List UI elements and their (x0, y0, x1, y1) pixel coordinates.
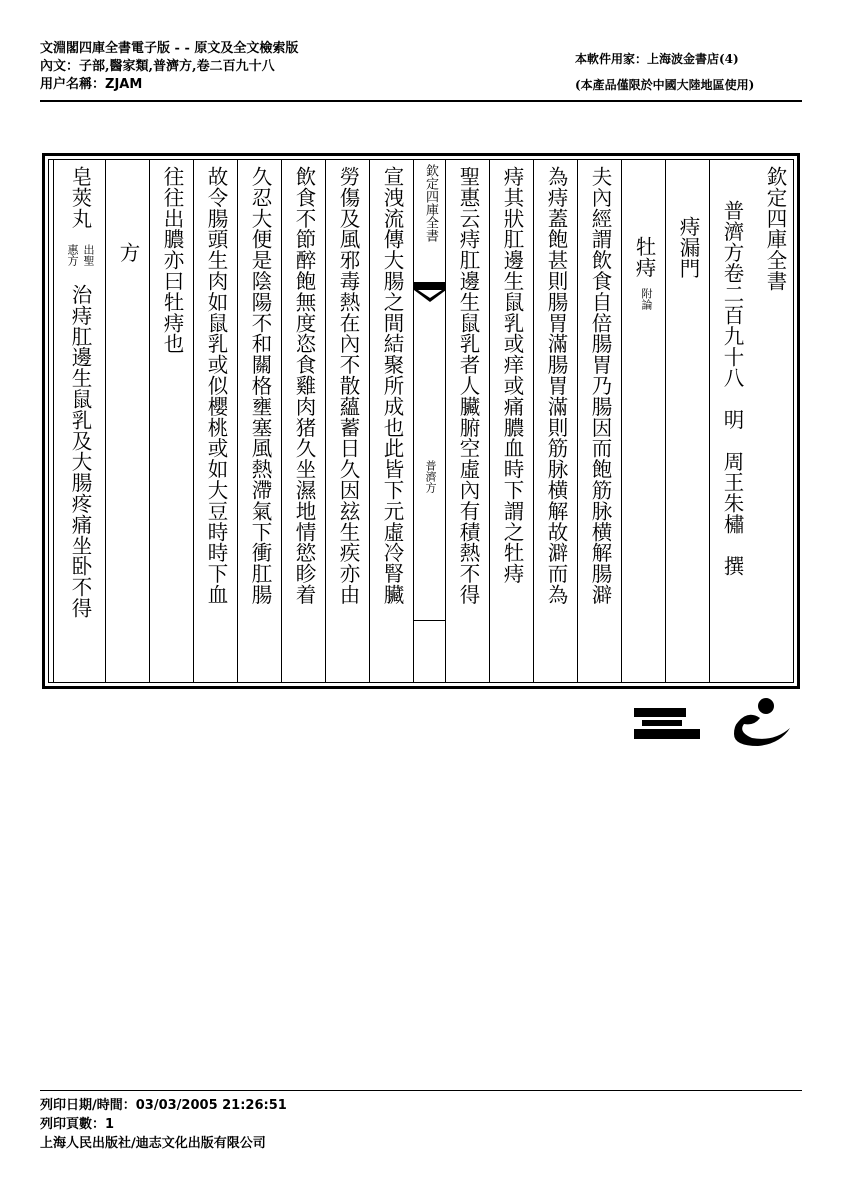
text-column-11 (281, 160, 325, 682)
header-divider (40, 100, 802, 102)
text-line: 故令腸頭生肉如鼠乳或似櫻桃或如大豆時時下血 (204, 166, 228, 605)
print-date (40, 1096, 287, 1115)
text-column-15 (105, 160, 149, 682)
text-line: 夫內經謂飲食自倍腸胃乃腸因而飽筋脉横解腸澼 (588, 166, 612, 605)
recipe-source-note-2: 惠方 (66, 244, 79, 266)
book-title: 欽定四庫全書 (763, 166, 787, 292)
text-line: 飲食不節醉飽無度恣食雞肉猪久坐濕地情慾眕着 (292, 166, 316, 605)
book-page-frame (42, 153, 800, 689)
header-title: 文淵閣四庫全書電子版 - - 原文及全文檢索版 (40, 41, 299, 56)
fish-tail-mark-icon (414, 282, 446, 304)
volume-title: 普濟方卷二百九十八 明 周王朱橚 撰 (720, 200, 744, 577)
banner-subtitle: 普濟方 (424, 460, 437, 493)
print-pages-label: 列印頁數： (40, 1117, 106, 1132)
book-page-inner (48, 159, 794, 683)
fold-banner-inner (414, 160, 446, 682)
text-column-10 (325, 160, 369, 682)
text-column-14 (149, 160, 193, 682)
banner-title: 欽定四庫全書 (423, 164, 438, 242)
banner-divider (414, 620, 446, 621)
footer (40, 1096, 287, 1153)
text-line: 為痔蓋飽甚則腸胃滿腸胃滿則筋脉横解故澼而為 (544, 166, 568, 605)
restriction-text: (本產品僅限於中國大陸地區使用) (575, 78, 755, 92)
recipe-source-note-1: 出聖 (82, 244, 95, 266)
fold-banner (413, 160, 445, 682)
text-column-16 (53, 160, 105, 682)
header-left (40, 40, 298, 94)
user-name: ZJAM (105, 77, 143, 92)
topic-note: 附論 (640, 288, 653, 310)
text-line: 久忍大便是陰陽不和關格壅塞風熱滯氣下衝肛腸 (248, 166, 272, 605)
text-column-2 (709, 160, 753, 682)
footer-divider (40, 1090, 802, 1091)
text-line: 宣洩流傳大腸之間結聚所成也此皆下元虛冷腎臟 (380, 166, 404, 605)
header-content-path: 內文：子部,醫家類,普濟方,卷二百九十八 (40, 59, 275, 74)
text-column-12 (237, 160, 281, 682)
user-label: 用户名稱： (40, 77, 106, 92)
recipe-text: 治痔肛邊生鼠乳及大腸疼痛坐卧不得 (68, 284, 92, 619)
publisher-seal-icon (620, 692, 800, 752)
text-column-6 (533, 160, 577, 682)
recipe-heading: 方 (116, 242, 140, 263)
text-column-8 (445, 160, 489, 682)
topic-title: 牡痔 (632, 236, 656, 278)
text-column-1 (753, 160, 797, 682)
text-line: 痔其狀肛邊生鼠乳或痒或痛膿血時下謂之牡痔 (500, 166, 524, 584)
text-line: 往往出膿亦曰牡痔也 (160, 166, 184, 355)
print-date-label: 列印日期/時間： (40, 1098, 136, 1113)
print-pages (40, 1115, 287, 1134)
text-line: 聖惠云痔肛邊生鼠乳者人臟腑空虛內有積熱不得 (456, 166, 480, 605)
licence-text: 本軟件用家：上海波金書店(4) (575, 52, 739, 66)
print-date-value: 03/03/2005 21:26:51 (135, 1098, 287, 1113)
print-pages-value: 1 (105, 1117, 115, 1132)
header-right (575, 46, 754, 98)
text-column-7 (489, 160, 533, 682)
text-column-4 (621, 160, 665, 682)
publisher-line: 上海人民出版社/迪志文化出版有限公司 (40, 1136, 266, 1151)
text-line: 勞傷及風邪毒熱在內不散蘊蓄日久因玆生疾亦由 (336, 166, 360, 605)
recipe-name: 皂莢丸 (68, 166, 92, 229)
text-column-9 (369, 160, 413, 682)
text-column-5 (577, 160, 621, 682)
header-user (40, 76, 298, 94)
section-title: 痔漏門 (676, 216, 700, 279)
text-column-13 (193, 160, 237, 682)
text-column-3 (665, 160, 709, 682)
